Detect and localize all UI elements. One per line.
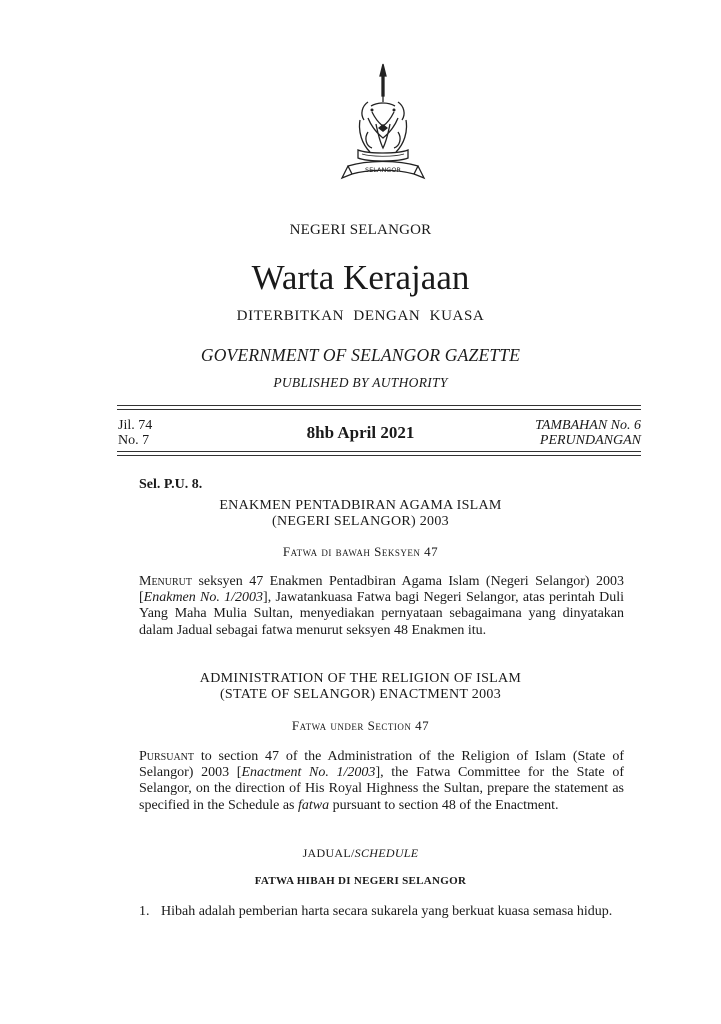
selangor-crest-icon — [338, 62, 428, 187]
malay-citation: Enakmen No. 1/2003 — [143, 590, 264, 606]
bottom-rule-2 — [117, 455, 641, 456]
gazette-subtitle: DITERBITKAN DENGAN KUASA — [236, 308, 485, 324]
english-fatwa-heading: Fatwa under Section 47 — [291, 718, 430, 733]
list-item — [139, 904, 624, 920]
item-text: Hibah adalah pemberian harta secara sukarela yang berkuat kuasa semasa hidup. — [161, 904, 613, 919]
malay-enactment-line2: (NEGERI SELANGOR) 2003 — [272, 514, 449, 529]
fatwa-word: fatwa — [298, 797, 330, 813]
bottom-rule-1 — [117, 451, 641, 452]
english-paragraph — [139, 749, 624, 814]
schedule-label — [0, 846, 721, 861]
english-title: GOVERNMENT OF SELANGOR GAZETTE — [200, 345, 521, 365]
malay-fatwa-heading: Fatwa di bawah Seksyen 47 — [282, 544, 439, 559]
issue-number: No. 7 — [118, 433, 150, 448]
malay-text-1: seksyen 47 Enakmen Pentadbiran Agama Islam (Negeri Selangor) 2003 [ — [139, 574, 624, 606]
english-lead: Pursuant — [139, 749, 195, 764]
english-subtitle: PUBLISHED BY AUTHORITY — [273, 375, 448, 390]
gazette-title: Warta Kerajaan — [251, 258, 470, 297]
schedule-title: FATWA HIBAH DI NEGERI SELANGOR — [254, 875, 467, 887]
schedule-label-english: SCHEDULE — [354, 846, 419, 860]
english-text-2: ], the Fatwa Committee for the State of Selangor, on the direction of His Royal Highness the Sultan, prepare the statement as specified in the Schedule as — [139, 765, 624, 813]
malay-enactment-line1: ENAKMEN PENTADBIRAN AGAMA ISLAM — [219, 498, 502, 513]
supplement-number: TAMBAHAN No. 6 — [535, 418, 641, 433]
volume: Jil. 74 — [118, 418, 153, 433]
malay-text-2: ], Jawatankuasa Fatwa bagi Negeri Selangor, atas perintah Duli Yang Maha Mulia Sultan, menyediakan pernyataan sebagaimana yang dinyatakan dalam Jadual sebagai fatwa menurut seksyen 48 Enakmen itu. — [139, 590, 624, 638]
english-text-3: pursuant to section 48 of the Enactment. — [329, 797, 559, 813]
english-text-1: to section 47 of the Administration of the Religion of Islam (State of Selangor) 2003 [ — [139, 749, 624, 781]
issue-date: 8hb April 2021 — [306, 423, 415, 442]
english-enactment-line2: (STATE OF SELANGOR) ENACTMENT 2003 — [219, 687, 502, 702]
malay-lead: Menurut — [139, 574, 192, 589]
supplement-type: PERUNDANGAN — [539, 433, 641, 448]
english-citation: Enactment No. 1/2003 — [241, 765, 376, 781]
notice-reference: Sel. P.U. 8. — [139, 477, 203, 492]
crest-label: SELANGOR — [365, 166, 401, 174]
supplement-info — [535, 418, 641, 448]
schedule-label-malay: JADUAL/ — [302, 846, 355, 860]
item-number: 1. — [139, 904, 150, 919]
top-rule-1 — [117, 405, 641, 406]
state-name: NEGERI SELANGOR — [289, 222, 432, 238]
english-enactment-line1: ADMINISTRATION OF THE RELIGION OF ISLAM — [199, 671, 522, 686]
top-rule-2 — [117, 409, 641, 410]
malay-paragraph — [139, 574, 624, 639]
